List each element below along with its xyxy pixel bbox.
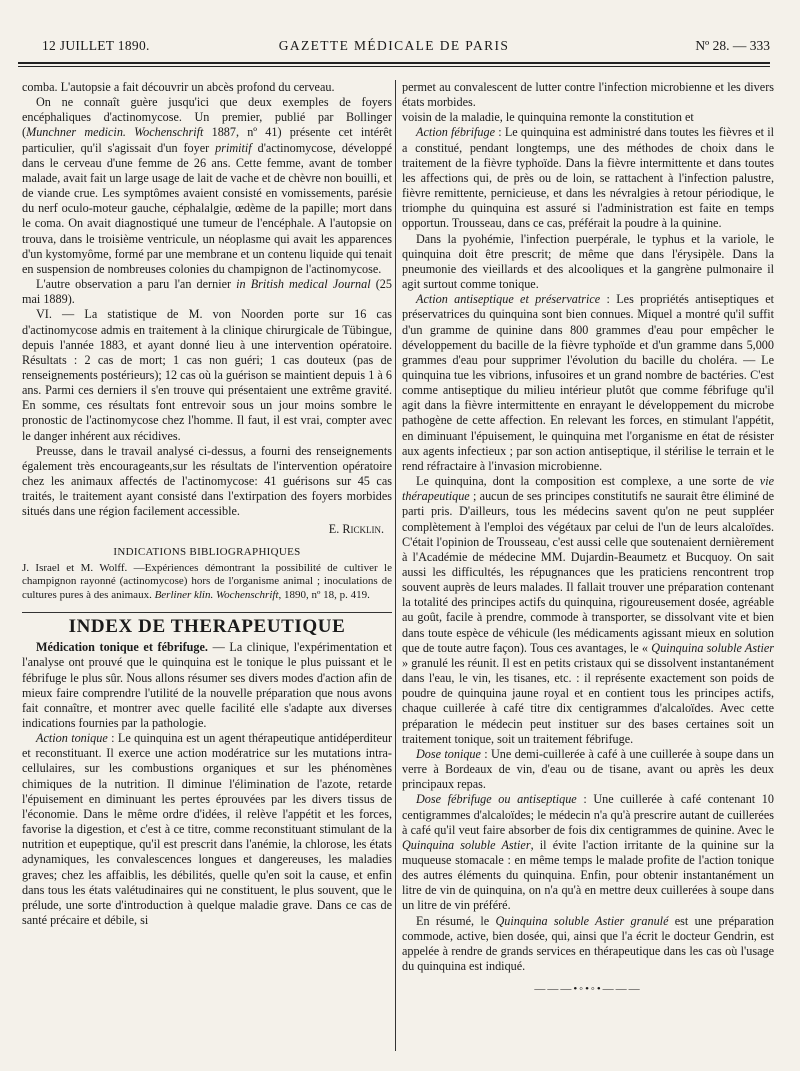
paragraph: Preusse, dans le travail analysé ci-dessus, a fourni des renseignements également très encourageants,sur les résultats de l'intervention opératoire chez les animaux affectés de l'actinomycose: 41 guérisons sur 45 cas traités, le traitement ayant consisté dans l'extirpation des foyers morbides situés dans une région facilement accessible.: [22, 443, 392, 519]
text-run: 1887, nº 41) présente cet intérêt particulier, qu'il s'agissait d'un foyer: [22, 125, 392, 155]
paragraph: [402, 747, 774, 792]
paragraph: [402, 292, 774, 474]
text-run: d'actinomycose, développé dans le cerveau d'une femme de 26 ans. Cette femme, avant de tomber malade, avait fait un large usage de lait de vache et de chèvre non bouilli, et de viande crue. Les symptômes avaient consisté en vomissements, parésie du nerf oculo-moteur gauche, céphalalgie, œdème de la papille; mort dans le coma. On avait diagnostiqué une tumeur de l'encéphale. A l'autopsie on trouva, dans le troisième ventricule, un néoplasme qui avait les apparences d'un kystomyôme, formé par une membrane et un contenu liquide qui tenait en suspension de nombreuses colonies du champignon de l'actinomycose.: [22, 140, 392, 276]
paragraph: permet au convalescent de lutter contre l'infection microbienne et les divers états morbides.: [402, 80, 774, 110]
journal-title: GAZETTE MÉDICALE DE PARIS: [278, 38, 510, 53]
product-name-italic: Quinquina soluble Astier granulé: [495, 913, 669, 928]
citation-italic: Berliner klin. Wochenschrift: [154, 588, 279, 601]
text-run: : Une cuillerée à café contenant 10 centigrammes d'alcaloïdes; le médecin n'a qu'à prescrire autant de cuillerées à café qu'il veut faire absorber de fois dix centigrammes de quinine. Avec le: [402, 792, 774, 837]
paragraph: [22, 277, 392, 307]
paragraph: [402, 474, 774, 747]
run-in-heading: Action fébrifuge: [416, 125, 496, 140]
paragraph: comba. L'autopsie a fait découvrir un abcès profond du cerveau.: [22, 80, 335, 94]
section-title: INDEX DE THERAPEUTIQUE: [22, 612, 392, 634]
right-column: [402, 80, 774, 997]
text-run: : Une demi-cuillerée à café à une cuillerée à soupe dans un verre à Bordeaux de vin, d'eau ou de tisane, avant ou après les deux principaux repas.: [402, 746, 774, 792]
bibliography-entry: [22, 562, 392, 602]
run-in-heading: Médication tonique et fébrifuge.: [36, 640, 208, 655]
column-divider: [395, 80, 396, 1051]
text-run: : Le quinquina est administré dans toutes les fièvres et il a constitué, pendant longtemps, une des méthodes de choix dans le traitement de la fièvre typhoïde. Dans la fièvre intermittente et dans toutes les affections qui, de près ou de loin, se rattachent à l'infection palustre, fièvre remittente, pernicieuse, et dans les névralgies à retour périodique, le triomphe du quinquina est assuré si l'administration est faite en temps opportun. Trousseau, dans ce cas, préférait la poudre à la quinine.: [402, 125, 774, 231]
text-run: On ne connaît guère jusqu'ici que deux exemples de foyers encéphaliques d'actinomycose. Un premier, publié par Bollinger (: [22, 95, 392, 140]
emphasis-italic: primitif: [215, 140, 252, 155]
paragraph: [22, 95, 392, 277]
paragraph: VI. — La statistique de M. von Noorden porte sur 16 cas d'actinomycose admis en traitement à la clinique chirurgicale de Tübingue, depuis l'année 1883, et ayant donné lieu à une intervention opératoire. Résultats : 2 cas de mort; 1 cas non guéri; 1 cas douteux (pas de renseignements postérieurs); 12 cas où la guérison se maintient depuis 1 à 6 ans. Parmi ces derniers il s'en trouve qui présentaient une extrême gravité. En somme, ces résultats font entrevoir sous un jour moins sombre le pronostic de l'actinomycose chez l'homme. Il faut, il est vrai, compter avec le danger inhérent aux récidives.: [22, 307, 392, 443]
run-in-heading: Dose fébrifuge ou antiseptique: [416, 792, 577, 807]
text-run: » granulé les réunit. Il est en petits cristaux qui se dissolvent instantanément dans l'eau, le vin, les tisanes, etc. : il représente exactement son poids de poudre de quinquina jaune royal et en contient tous les principes actifs, chaque cuillerée à café titre dix centigrammes d'alcaloïdes. Avec cette préparation le médecin peut instituer sur des bases certaines soit un traitement tonique, soit un traitement fébrifuge.: [402, 655, 774, 746]
run-in-heading: Action antiseptique et préservatrice: [416, 292, 601, 307]
paragraph: [402, 914, 774, 975]
run-in-heading: Dose tonique: [416, 746, 481, 761]
product-name-italic: Quinquina soluble Astier: [651, 640, 774, 655]
product-name-italic: Quinquina soluble Astier: [402, 837, 531, 852]
run-in-heading: Action tonique: [36, 731, 108, 746]
paragraph: voisin de la maladie, le quinquina remonte la constitution et: [402, 110, 694, 125]
page-header: [18, 38, 770, 60]
text-run: L'autre observation a paru l'an dernier: [36, 277, 237, 292]
bibliography-heading: INDICATIONS BIBLIOGRAPHIQUES: [113, 545, 301, 558]
issue-date: 12 JUILLET 1890.: [42, 38, 150, 53]
header-rule-thin: [18, 66, 770, 67]
paragraph: [22, 640, 392, 731]
text-run: — La clinique, l'expérimentation et l'analyse ont prouvé que le quinquina est le tonique le plus puissant et le fébrifuge le plus sûr. Nous allons résumer ses divers modes d'action afin de mieux faire comprendre l'utilité de la nouvelle préparation que nous avons fait connaître, et montrer avec quelle facilité elle s'adapte aux diverses indications fournies par la pathologie.: [22, 640, 392, 730]
issue-and-page-number: Nº 28. — 333: [695, 38, 770, 53]
left-column: [22, 80, 392, 928]
text-run: : Le quinquina est un agent thérapeutique antidéperditeur et reconstituant. Il exerce une action modératrice sur les mutations intra-cellulaires, sur les combustions organiques et sur les phénomènes chimiques de la nutrition. Il diminue l'élimination de l'azote, retarde l'épuisement en diminuant les pertes éprouvées par les divers tissus de l'économie. Dans le même ordre d'idées, il relève l'appétit et les forces, favorise la digestion, et c'est à ce titre, comme reconstituant stimulant de la nutrition et eupeptique, qu'il est prescrit dans l'anémie, la chlorose, les états adynamiques, les convalescences longues et dangereuses, les maladies graves; chez les affaiblis, les débilités, quelle qu'en soit la cause, et enfin dans tous les états valétudinaires qui ne constituent, le plus souvent, que le prélude, une sorte d'introduction à quelque maladie grave. Dans ce cas de santé précaire et débile, si: [22, 731, 393, 928]
header-rule: [18, 62, 770, 64]
text-run: J. Israel et M. Wolff. —Expériences démontrant la possibilité de cultiver le champignon rayonné (actinomycose) hors de l'organisme animal ; inoculations de cultures pures à des animaux.: [22, 561, 392, 601]
paragraph: [402, 125, 774, 231]
citation-italic: Munchner medicin. Wochenschrift: [26, 125, 204, 140]
text-run: ; aucun de ses principes constitutifs ne saurait être éliminé de parti pris. D'ailleurs, tous les médecins savent qu'on ne peut suppléer complètement à l'emploi des végétaux par celui de l'un de leurs alcaloïdes. C'était l'opinion de Trousseau, c'est aussi celle que soutenaient dernièrement à l'Académie de médecine MM. Dujardin-Beaumetz et Bucquoy. On sait aussi les difficultés, les répugnances que les praticiens rencontrent trop souvent auprès de leurs malades. Il fallait trouver une préparation contenant la totalité des principes actifs du quinquina, rigoureusement dosée, agréable au goût, facile à prendre, commode à transporter, se dissolvant vite et bien dans toute espèce de véhicule (les médicaments agissant mieux en solution que de toute autre façon). Tous ces avantages, le «: [402, 489, 774, 655]
text-run: (25 mai 1889).: [22, 277, 392, 307]
text-run: , 1890, nº 18, p. 419.: [278, 588, 370, 601]
text-run: Le quinquina, dont la composition est complexe, a une sorte de: [416, 474, 760, 489]
author-signature: E. Ricklin.: [328, 521, 384, 536]
text-run: En résumé, le: [416, 913, 496, 928]
citation-italic: in British medical Journal: [236, 277, 371, 292]
paragraph: Dans la pyohémie, l'infection puerpérale, le typhus et la variole, le quinquina doit être prescrit; de même que dans l'érysipèle. Dans la pneumonie des vieillards et des alcooliques et la gangrène pulmonaire il agit surtout comme tonique.: [402, 231, 774, 292]
paragraph: [22, 731, 392, 928]
text-run: : Les propriétés antiseptiques et préservatrices du quinquina sont bien connues. Miquel a montré qu'il suffit d'un gramme de quinine dans 800 grammes d'eau pour empêcher le développement du bacille de la fièvre typhoïde et d'un gramme dans 5,000 grammes d'eau pour supprimer l'évolution du bacille du choléra. — Le quinquina tue les vibrions, infusoires et un grand nombre de bactéries. C'est comme antiseptique du milieu intérieur plutôt que comme fébrifuge qu'il agit dans la fièvre intermittente en enrayant le développement du microbe pathogène de cette affection. En relevant les forces, en stimulant l'appétit, en diminuant l'épuisement, le quinquina met l'organisme en état de résister aux agents infectieux ; par son action antiseptique, il stérilise le terrain et le rend réfractaire à l'invasion microbienne.: [402, 292, 774, 473]
paragraph: [402, 792, 774, 913]
end-ornament: ———•◦•◦•———: [534, 983, 642, 996]
text-run: est une préparation commode, active, bien dosée, qui, ainsi que l'a écrit le docteur Gendrin, est appelée à rendre de grands services en thérapeutique dans les cas où l'usage du quinquina est indiqué.: [402, 913, 774, 974]
emphasis-italic: vie thérapeutique: [402, 474, 774, 504]
text-run: , il évite l'action irritante de la quinine sur la muqueuse stomacale : en même temps le malade profite de l'action tonique des autres éléments du quinquina. Enfin, pour obtenir instantanément un litre de vin de quinquina, on n'a qu'à en mettre deux cuillerées à soupe dans un litre de vin préféré.: [402, 837, 775, 913]
